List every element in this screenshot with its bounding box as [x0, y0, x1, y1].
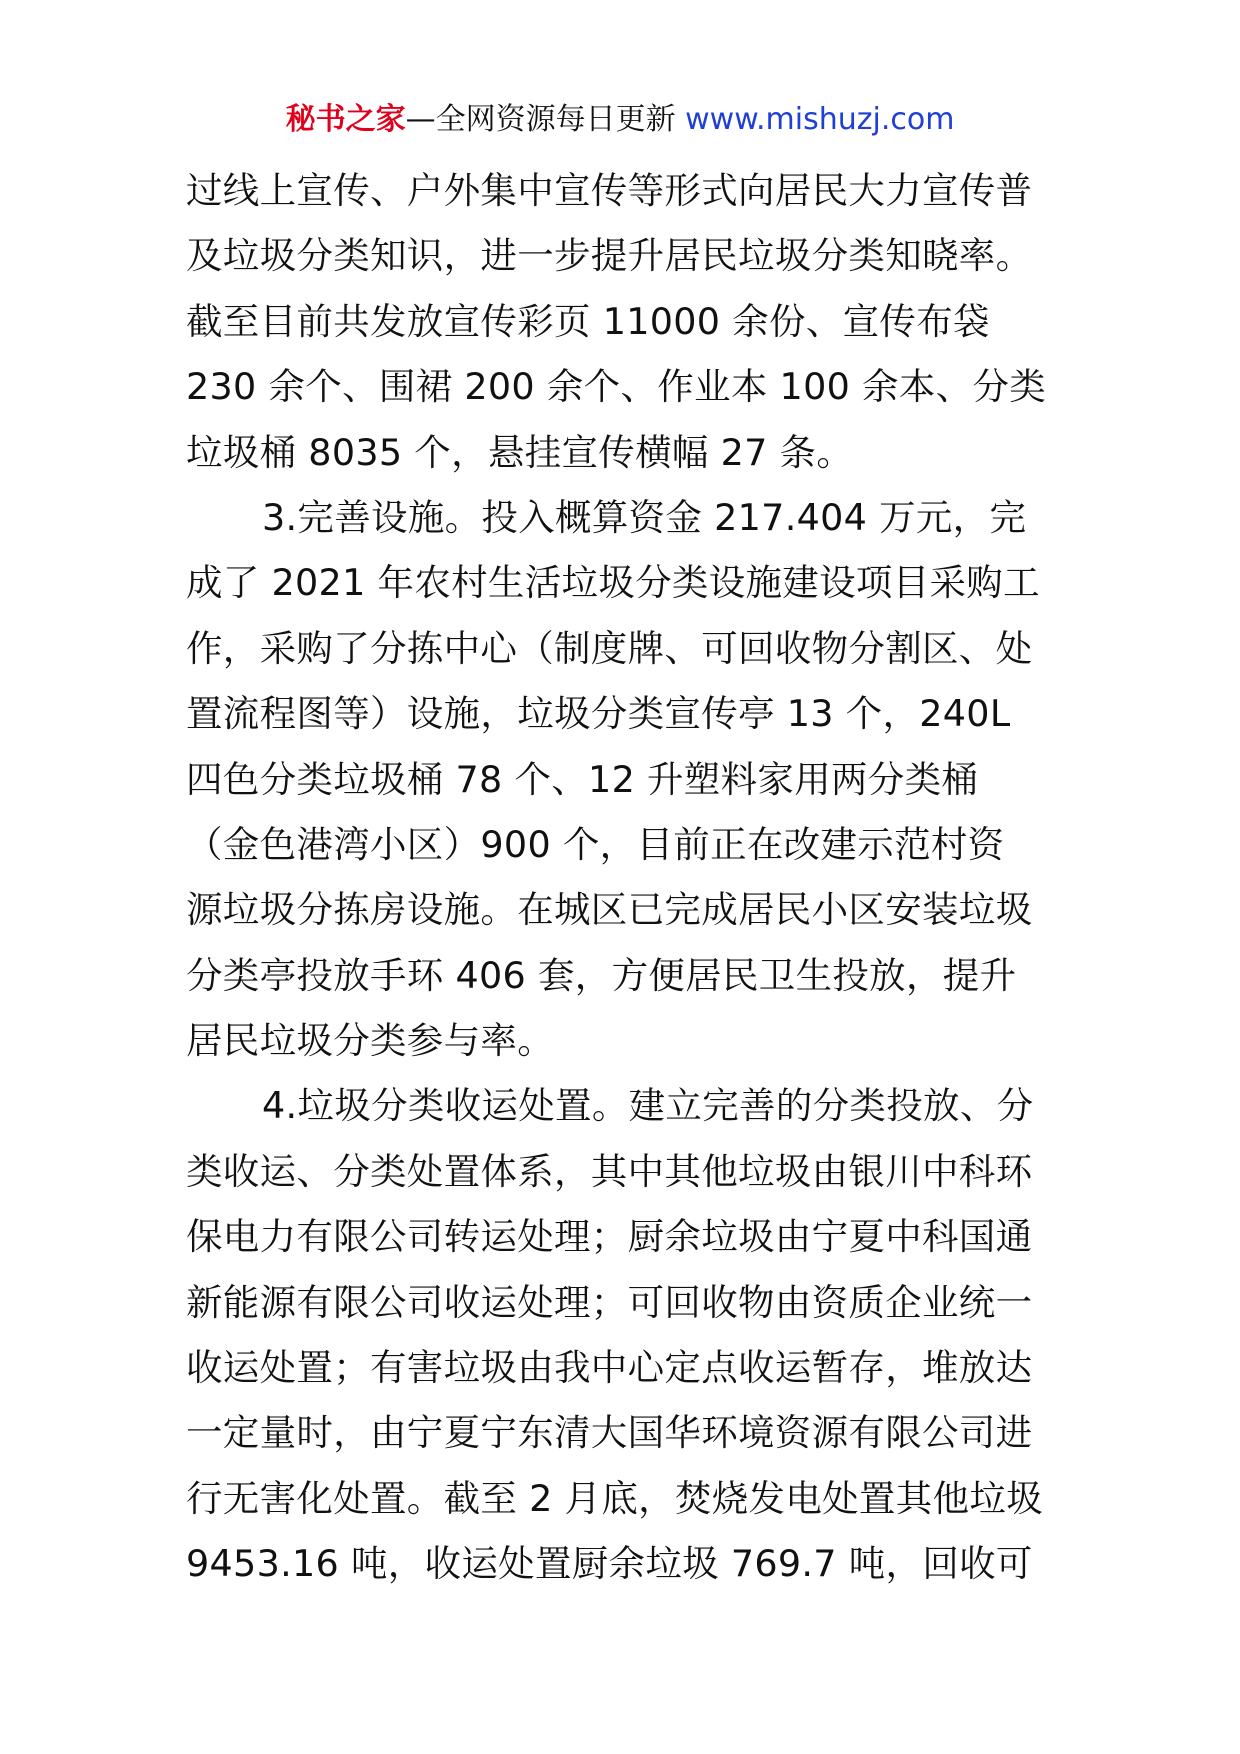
text-line: （金色港湾小区）900 个，目前正在改建示范村资: [186, 822, 1005, 866]
text-line: 及垃圾分类知识，进一步提升居民垃圾分类知晓率。: [186, 234, 1033, 278]
text-line: 行无害化处置。截至 2 月底，焚烧发电处置其他垃圾: [186, 1476, 1043, 1520]
site-tagline: —全网资源每日更新: [405, 102, 676, 137]
text-line: 源垃圾分拣房设施。在城区已完成居民小区安装垃圾: [186, 888, 1033, 932]
text-line: 垃圾桶 8035 个，悬挂宣传横幅 27 条。: [186, 430, 854, 474]
text-line: 新能源有限公司收运处理；可回收物由资质企业统一: [186, 1280, 1033, 1324]
text-line: 四色分类垃圾桶 78 个、12 升塑料家用两分类桶: [186, 757, 979, 801]
section-heading-line: 3.完善设施。投入概算资金 217.404 万元，完: [262, 495, 1027, 539]
site-brand: 秘书之家: [285, 102, 406, 137]
site-url-link[interactable]: www.mishuzj.com: [685, 102, 955, 137]
text-line: 保电力有限公司转运处理；厨余垃圾由宁夏中科国通: [186, 1215, 1033, 1259]
text-line: 作，采购了分拣中心（制度牌、可回收物分割区、处: [186, 626, 1033, 670]
text-line: 9453.16 吨，收运处置厨余垃圾 769.7 吨，回收可: [186, 1542, 1033, 1586]
section-heading-line: 4.垃圾分类收运处置。建立完善的分类投放、分: [262, 1084, 1034, 1128]
text-line: 一定量时，由宁夏宁东清大国华环境资源有限公司进: [186, 1411, 1033, 1455]
text-line: 分类亭投放手环 406 套，方便居民卫生投放，提升: [186, 953, 1017, 997]
site-header: [0, 100, 1240, 140]
text-line: 230 余个、围裙 200 余个、作业本 100 余本、分类: [186, 365, 1047, 409]
text-line: 类收运、分类处置体系，其中其他垃圾由银川中科环: [186, 1149, 1033, 1193]
text-line: 居民垃圾分类参与率。: [186, 1019, 554, 1063]
text-line: 成了 2021 年农村生活垃圾分类设施建设项目采购工: [186, 561, 1040, 605]
text-line: 收运处置；有害垃圾由我中心定点收运暂存，堆放达: [186, 1346, 1033, 1390]
text-line: 过线上宣传、户外集中宣传等形式向居民大力宣传普: [186, 169, 1033, 212]
document-body: [186, 158, 1056, 1597]
text-line: 截至目前共发放宣传彩页 11000 余份、宣传布袋: [186, 299, 990, 343]
text-line: 置流程图等）设施，垃圾分类宣传亭 13 个，240L: [186, 692, 1011, 736]
